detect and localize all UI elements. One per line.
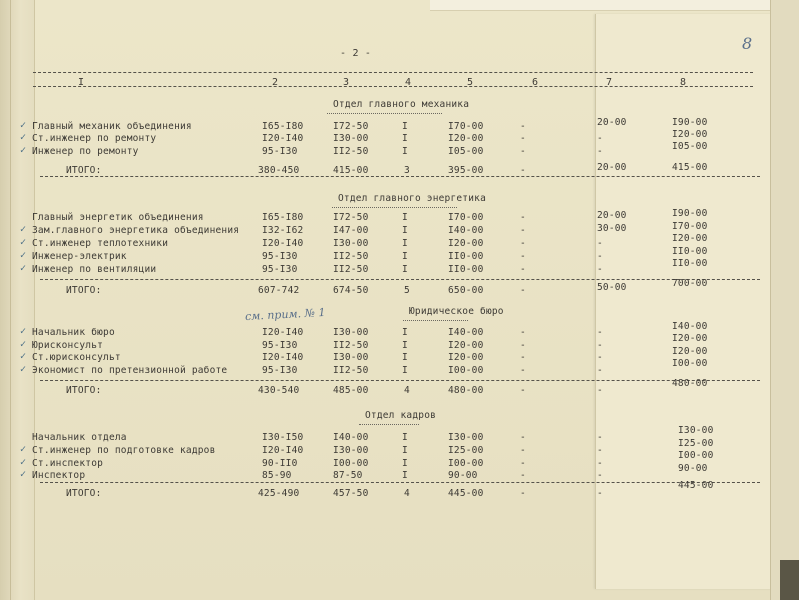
total-salary-range: 425-490 xyxy=(258,488,300,499)
corner-handwritten-mark: 8 xyxy=(742,34,753,53)
average-salary: I72-50 xyxy=(333,121,369,132)
section-title-underline xyxy=(403,320,468,321)
column-header-7: 7 xyxy=(606,77,613,88)
column-6-value: - xyxy=(520,458,526,469)
total-column-8: 415-00 xyxy=(672,162,708,173)
check-mark: ✓ xyxy=(20,132,27,143)
salary-range: I20-I40 xyxy=(262,133,304,144)
overlapping-sheet-edge xyxy=(770,0,799,600)
check-mark: ✓ xyxy=(20,250,27,261)
total-salary-range: 430-540 xyxy=(258,385,300,396)
column-6-value: - xyxy=(520,225,526,236)
section-title-underline xyxy=(332,207,457,208)
position-name: Ст.инженер по подготовке кадров xyxy=(32,445,216,456)
binding-edge xyxy=(10,0,11,600)
column-6-value: - xyxy=(520,327,526,338)
staff-count: I xyxy=(402,352,408,363)
column-6-value: - xyxy=(520,445,526,456)
salary-amount: I40-00 xyxy=(448,327,484,338)
total-label: ИТОГО: xyxy=(66,165,102,176)
column-7-value: 20-00 xyxy=(597,117,627,128)
position-name: Начальник отдела xyxy=(32,432,127,443)
column-8-value: II0-00 xyxy=(672,246,708,257)
total-staff-count: 5 xyxy=(404,285,410,296)
staff-count: I xyxy=(402,225,408,236)
page-number: - 2 - xyxy=(340,48,372,59)
total-column-6: - xyxy=(520,165,526,176)
salary-range: 95-I30 xyxy=(262,365,298,376)
salary-range: I30-I50 xyxy=(262,432,304,443)
average-salary: I30-00 xyxy=(333,352,369,363)
check-mark: ✓ xyxy=(20,145,27,156)
salary-range: I20-I40 xyxy=(262,238,304,249)
column-header-6: 6 xyxy=(532,77,539,88)
average-salary: I30-00 xyxy=(333,445,369,456)
salary-amount: I00-00 xyxy=(448,365,484,376)
total-column-6: - xyxy=(520,385,526,396)
column-7-value: 20-00 xyxy=(597,210,627,221)
average-salary: I40-00 xyxy=(333,432,369,443)
total-salary-amount: 445-00 xyxy=(448,488,484,499)
check-mark: ✓ xyxy=(20,326,27,337)
total-average-salary: 485-00 xyxy=(333,385,369,396)
column-6-value: - xyxy=(520,264,526,275)
column-header-2: 2 xyxy=(272,77,279,88)
salary-amount: I20-00 xyxy=(448,238,484,249)
column-8-value: I20-00 xyxy=(672,333,708,344)
position-name: Юрисконсульт xyxy=(32,340,104,351)
total-column-6: - xyxy=(520,285,526,296)
column-7-value: 30-00 xyxy=(597,223,627,234)
column-8-value: I90-00 xyxy=(672,208,708,219)
column-7-value: - xyxy=(597,251,603,262)
column-6-value: - xyxy=(520,365,526,376)
salary-range: 90-II0 xyxy=(262,458,298,469)
column-6-value: - xyxy=(520,146,526,157)
column-header-8: 8 xyxy=(680,77,687,88)
salary-range: I20-I40 xyxy=(262,445,304,456)
total-column-8: 700-00 xyxy=(672,278,708,289)
section-title: Отдел кадров xyxy=(365,410,437,421)
average-salary: I47-00 xyxy=(333,225,369,236)
average-salary: I30-00 xyxy=(333,238,369,249)
total-salary-range: 380-450 xyxy=(258,165,300,176)
staff-count: I xyxy=(402,121,408,132)
check-mark: ✓ xyxy=(20,120,27,131)
position-name: Ст.инженер по ремонту xyxy=(32,133,157,144)
salary-range: 85-90 xyxy=(262,470,292,481)
staff-count: I xyxy=(402,146,408,157)
check-mark: ✓ xyxy=(20,263,27,274)
salary-range: 95-I30 xyxy=(262,251,298,262)
column-8-value: I00-00 xyxy=(678,450,714,461)
column-7-value: - xyxy=(597,432,603,443)
section-title-underline xyxy=(359,424,419,425)
overlapping-sheet xyxy=(595,14,786,589)
check-mark: ✓ xyxy=(20,364,27,375)
total-column-7: - xyxy=(597,385,603,396)
position-name: Инженер-электрик xyxy=(32,251,127,262)
total-rule-legal xyxy=(40,380,760,381)
staff-count: I xyxy=(402,458,408,469)
position-name: Экономист по претензионной работе xyxy=(32,365,228,376)
staff-count: I xyxy=(402,365,408,376)
total-average-salary: 674-50 xyxy=(333,285,369,296)
column-8-value: I40-00 xyxy=(672,321,708,332)
average-salary: II2-50 xyxy=(333,365,369,376)
section-title-underline xyxy=(327,113,442,114)
total-salary-range: 607-742 xyxy=(258,285,300,296)
column-7-value: - xyxy=(597,264,603,275)
column-6-value: - xyxy=(520,251,526,262)
column-6-value: - xyxy=(520,352,526,363)
staff-count: I xyxy=(402,470,408,481)
column-8-value: I30-00 xyxy=(678,425,714,436)
position-name: Зам.главного энергетика объединения xyxy=(32,225,240,236)
top-paper-strip xyxy=(430,0,799,11)
position-name: Ст.инженер теплотехники xyxy=(32,238,169,249)
salary-range: I65-I80 xyxy=(262,121,304,132)
total-column-7: - xyxy=(597,488,603,499)
average-salary: I72-50 xyxy=(333,212,369,223)
salary-amount: I30-00 xyxy=(448,432,484,443)
total-rule-energy xyxy=(40,279,760,280)
salary-range: I20-I40 xyxy=(262,352,304,363)
column-6-value: - xyxy=(520,238,526,249)
column-7-value: - xyxy=(597,327,603,338)
column-8-value: I00-00 xyxy=(672,358,708,369)
salary-range: I20-I40 xyxy=(262,327,304,338)
total-rule-hr xyxy=(40,482,760,483)
total-staff-count: 4 xyxy=(404,385,410,396)
total-column-6: - xyxy=(520,488,526,499)
total-salary-amount: 480-00 xyxy=(448,385,484,396)
average-salary: I30-00 xyxy=(333,133,369,144)
column-8-value: II0-00 xyxy=(672,258,708,269)
header-rule-top xyxy=(33,72,753,73)
total-column-7: 20-00 xyxy=(597,162,627,173)
position-name: Инженер по ремонту xyxy=(32,146,139,157)
total-staff-count: 3 xyxy=(404,165,410,176)
check-mark: ✓ xyxy=(20,457,27,468)
column-8-value: I90-00 xyxy=(672,117,708,128)
salary-amount: I70-00 xyxy=(448,121,484,132)
binding-margin xyxy=(0,0,35,600)
column-6-value: - xyxy=(520,432,526,443)
column-7-value: - xyxy=(597,365,603,376)
staff-count: I xyxy=(402,251,408,262)
position-name: Ст.юрисконсульт xyxy=(32,352,121,363)
column-6-value: - xyxy=(520,212,526,223)
salary-amount: I20-00 xyxy=(448,352,484,363)
salary-amount: 90-00 xyxy=(448,470,478,481)
total-column-7: 50-00 xyxy=(597,282,627,293)
check-mark: ✓ xyxy=(20,469,27,480)
column-7-value: - xyxy=(597,470,603,481)
total-average-salary: 457-50 xyxy=(333,488,369,499)
section-title: Отдел главного механика xyxy=(333,99,470,110)
column-header-4: 4 xyxy=(405,77,412,88)
total-label: ИТОГО: xyxy=(66,488,102,499)
column-8-value: I20-00 xyxy=(672,233,708,244)
salary-amount: I20-00 xyxy=(448,133,484,144)
staff-count: I xyxy=(402,133,408,144)
salary-range: 95-I30 xyxy=(262,146,298,157)
average-salary: II2-50 xyxy=(333,340,369,351)
staff-count: I xyxy=(402,340,408,351)
position-name: Главный энергетик объединения xyxy=(32,212,204,223)
column-8-value: 90-00 xyxy=(678,463,708,474)
column-6-value: - xyxy=(520,340,526,351)
column-7-value: - xyxy=(597,238,603,249)
average-salary: II2-50 xyxy=(333,264,369,275)
salary-amount: I40-00 xyxy=(448,225,484,236)
average-salary: I30-00 xyxy=(333,327,369,338)
average-salary: I00-00 xyxy=(333,458,369,469)
column-8-value: I20-00 xyxy=(672,129,708,140)
salary-amount: II0-00 xyxy=(448,264,484,275)
check-mark: ✓ xyxy=(20,351,27,362)
salary-range: 95-I30 xyxy=(262,264,298,275)
column-7-value: - xyxy=(597,340,603,351)
salary-range: 95-I30 xyxy=(262,340,298,351)
salary-amount: I05-00 xyxy=(448,146,484,157)
position-name: Инженер по вентиляции xyxy=(32,264,157,275)
total-staff-count: 4 xyxy=(404,488,410,499)
column-6-value: - xyxy=(520,470,526,481)
check-mark: ✓ xyxy=(20,339,27,350)
section-title: Юридическое бюро xyxy=(409,306,504,317)
position-name: Начальник бюро xyxy=(32,327,115,338)
column-7-value: - xyxy=(597,133,603,144)
check-mark: ✓ xyxy=(20,444,27,455)
header-rule-bottom xyxy=(33,86,753,87)
salary-range: I32-I62 xyxy=(262,225,304,236)
column-8-value: I05-00 xyxy=(672,141,708,152)
staff-count: I xyxy=(402,432,408,443)
staff-count: I xyxy=(402,238,408,249)
salary-amount: I00-00 xyxy=(448,458,484,469)
total-column-8: 445-00 xyxy=(678,480,714,491)
column-header-3: 3 xyxy=(343,77,350,88)
salary-amount: II0-00 xyxy=(448,251,484,262)
scan-background-corner xyxy=(780,560,799,600)
position-name: Главный механик объединения xyxy=(32,121,192,132)
salary-amount: I70-00 xyxy=(448,212,484,223)
average-salary: II2-50 xyxy=(333,146,369,157)
position-name: Ст.инспектор xyxy=(32,458,104,469)
total-label: ИТОГО: xyxy=(66,285,102,296)
salary-amount: I25-00 xyxy=(448,445,484,456)
salary-range: I65-I80 xyxy=(262,212,304,223)
total-salary-amount: 395-00 xyxy=(448,165,484,176)
column-8-value: I70-00 xyxy=(672,221,708,232)
column-7-value: - xyxy=(597,352,603,363)
section-title: Отдел главного энергетика xyxy=(338,193,486,204)
column-6-value: - xyxy=(520,121,526,132)
column-header-1: I xyxy=(78,77,85,88)
column-7-value: - xyxy=(597,146,603,157)
total-column-8: 480-00 xyxy=(672,378,708,389)
check-mark: ✓ xyxy=(20,224,27,235)
staff-count: I xyxy=(402,445,408,456)
average-salary: II2-50 xyxy=(333,251,369,262)
staff-count: I xyxy=(402,212,408,223)
position-name: Инспектор xyxy=(32,470,86,481)
check-mark: ✓ xyxy=(20,237,27,248)
average-salary: 87-50 xyxy=(333,470,363,481)
column-8-value: I20-00 xyxy=(672,346,708,357)
handwritten-note: см. прим. № 1 xyxy=(244,305,326,324)
staff-count: I xyxy=(402,327,408,338)
column-7-value: - xyxy=(597,458,603,469)
column-7-value: - xyxy=(597,445,603,456)
column-header-5: 5 xyxy=(467,77,474,88)
total-average-salary: 415-00 xyxy=(333,165,369,176)
total-salary-amount: 650-00 xyxy=(448,285,484,296)
column-8-value: I25-00 xyxy=(678,438,714,449)
column-6-value: - xyxy=(520,133,526,144)
salary-amount: I20-00 xyxy=(448,340,484,351)
total-rule-mechanic xyxy=(40,176,760,177)
staff-count: I xyxy=(402,264,408,275)
total-label: ИТОГО: xyxy=(66,385,102,396)
